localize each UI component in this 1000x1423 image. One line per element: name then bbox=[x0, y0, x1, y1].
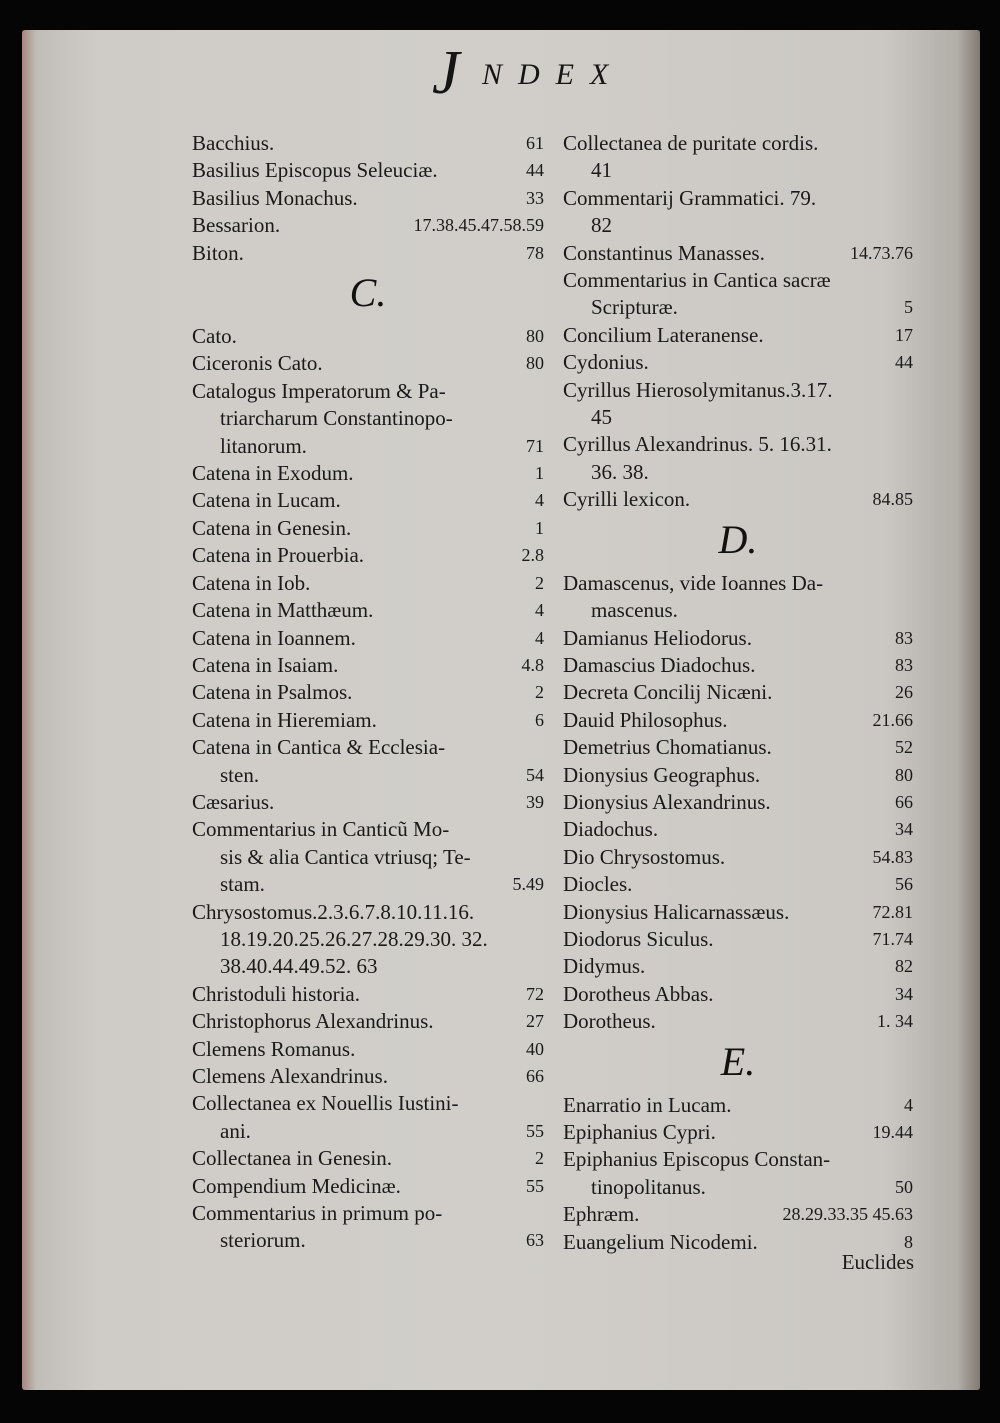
entry-page-number: 4 bbox=[535, 627, 544, 648]
index-entry bbox=[563, 240, 913, 267]
entry-line: 36. 38. bbox=[591, 459, 649, 484]
entry-line: stam. bbox=[220, 872, 265, 897]
entry-title: Dionysius Alexandrinus. bbox=[563, 789, 771, 814]
index-entry bbox=[192, 1200, 544, 1255]
index-entry bbox=[563, 679, 913, 706]
entry-page-number: 4 bbox=[535, 600, 544, 621]
index-entry bbox=[563, 322, 913, 349]
index-entry bbox=[563, 486, 913, 513]
entry-title: Collectanea in Genesin. bbox=[192, 1146, 393, 1171]
section-letter: D. bbox=[718, 516, 758, 562]
index-entry bbox=[192, 981, 544, 1008]
entry-line: Commentarius in Cantica sacræ bbox=[563, 268, 831, 293]
index-entry bbox=[563, 871, 913, 898]
entry-title: Clemens Romanus. bbox=[192, 1036, 356, 1061]
entry-page-number: 61 bbox=[526, 133, 544, 153]
index-entry bbox=[192, 679, 544, 706]
index-entry bbox=[192, 378, 544, 460]
entry-title: Cæsarius. bbox=[192, 789, 275, 814]
entry-line: Cyrillus Hierosolymitanus.3.17. bbox=[563, 377, 833, 402]
page-header bbox=[420, 39, 680, 114]
index-entry bbox=[192, 1173, 544, 1200]
entry-page-number: 55 bbox=[526, 1175, 544, 1196]
entry-page-number: 28.29.33.35 45.63 bbox=[782, 1204, 913, 1225]
entry-page-number: 19.44 bbox=[872, 1122, 913, 1142]
entry-title: Concilium Lateranense. bbox=[563, 322, 764, 347]
entry-page-number: 66 bbox=[526, 1066, 544, 1086]
entry-page-number: 44 bbox=[526, 160, 544, 181]
entry-page-number: 72 bbox=[526, 983, 544, 1004]
entry-title: Damianus Heliodorus. bbox=[563, 625, 752, 650]
entry-line: 41 bbox=[591, 158, 612, 183]
index-entry bbox=[192, 460, 544, 487]
page-left-edge bbox=[22, 30, 36, 1390]
entry-page-number: 80 bbox=[895, 764, 913, 785]
entry-page-number: 14.73.76 bbox=[850, 242, 913, 263]
index-entry bbox=[192, 899, 544, 981]
index-entry bbox=[192, 707, 544, 734]
index-entry bbox=[192, 1145, 544, 1172]
entry-page-number: 27 bbox=[526, 1011, 544, 1032]
catchword: Euclides bbox=[841, 1250, 914, 1274]
entry-line: tinopolitanus. bbox=[591, 1174, 706, 1199]
index-entry bbox=[192, 597, 544, 624]
index-entry bbox=[563, 762, 913, 789]
index-entry bbox=[192, 1036, 544, 1063]
index-entry bbox=[563, 981, 913, 1008]
entry-line: Commentarij Grammatici. 79. bbox=[563, 185, 817, 210]
entry-page-number: 72.81 bbox=[872, 901, 913, 922]
index-entry bbox=[192, 487, 544, 514]
index-entry bbox=[563, 1119, 913, 1146]
entry-title: Biton. bbox=[192, 240, 244, 265]
index-entry bbox=[192, 212, 544, 239]
entry-page-number: 34 bbox=[895, 983, 913, 1004]
entry-line: Cyrillus Alexandrinus. 5. 16.31. bbox=[563, 432, 832, 457]
entry-title: Decreta Concilij Nicæni. bbox=[563, 680, 773, 705]
entry-line: ani. bbox=[220, 1118, 251, 1143]
entry-title: Catena in Psalmos. bbox=[192, 680, 353, 705]
index-column-left bbox=[192, 130, 544, 1255]
entry-line: steriorum. bbox=[220, 1228, 306, 1253]
entry-page-number: 2.8 bbox=[521, 545, 544, 566]
entry-title: Catena in Hieremiam. bbox=[192, 707, 377, 732]
entry-title: Diadochus. bbox=[563, 817, 659, 842]
entry-page-number: 50 bbox=[895, 1176, 913, 1197]
index-entry bbox=[563, 267, 913, 322]
entry-page-number: 56 bbox=[895, 874, 913, 895]
index-entry bbox=[563, 1092, 913, 1119]
entry-title: Cato. bbox=[192, 324, 237, 349]
index-entry bbox=[192, 240, 544, 267]
entry-title: Diocles. bbox=[563, 872, 633, 897]
entry-page-number: 5.49 bbox=[512, 874, 544, 895]
index-entry bbox=[563, 377, 913, 432]
entry-line: 82 bbox=[591, 213, 612, 238]
index-entry bbox=[192, 1090, 544, 1145]
entry-title: Euangelium Nicodemi. bbox=[563, 1229, 758, 1254]
index-entry bbox=[563, 130, 913, 185]
entry-title: Catena in Lucam. bbox=[192, 488, 341, 513]
entry-line: mascenus. bbox=[591, 598, 678, 623]
entry-title: Catena in Matthæum. bbox=[192, 598, 374, 623]
index-entry bbox=[563, 1008, 913, 1035]
entry-title: Catena in Ioannem. bbox=[192, 625, 356, 650]
entry-page-number: 55 bbox=[526, 1120, 544, 1141]
entry-title: Clemens Alexandrinus. bbox=[192, 1064, 388, 1088]
entry-title: Enarratio in Lucam. bbox=[563, 1092, 732, 1117]
entry-line: Chrysostomus.2.3.6.7.8.10.11.16. bbox=[192, 899, 475, 924]
entry-page-number: 4 bbox=[535, 490, 544, 511]
entry-title: Catena in Isaiam. bbox=[192, 652, 339, 677]
entry-title: Cyrilli lexicon. bbox=[563, 487, 691, 512]
entry-page-number: 4 bbox=[904, 1094, 913, 1115]
index-entry bbox=[563, 926, 913, 953]
entry-title: Bessarion. bbox=[192, 213, 281, 238]
index-entry bbox=[563, 1201, 913, 1228]
entry-line: 38.40.44.49.52. 63 bbox=[220, 954, 378, 979]
index-entry bbox=[192, 323, 544, 350]
index-entry bbox=[563, 816, 913, 843]
index-entry bbox=[192, 1008, 544, 1035]
entry-page-number: 17 bbox=[895, 324, 913, 345]
entry-page-number: 6 bbox=[535, 709, 544, 730]
index-entry bbox=[563, 185, 913, 240]
entry-page-number: 82 bbox=[895, 956, 913, 977]
entry-line: 18.19.20.25.26.27.28.29.30. 32. bbox=[220, 926, 488, 951]
entry-title: Constantinus Manasses. bbox=[563, 240, 765, 265]
index-entry bbox=[563, 570, 913, 625]
entry-title: Dionysius Geographus. bbox=[563, 762, 761, 787]
index-entry bbox=[192, 130, 544, 157]
entry-title: Damascius Diadochus. bbox=[563, 652, 756, 677]
index-entry bbox=[192, 1063, 544, 1090]
index-entry bbox=[192, 816, 544, 898]
index-entry bbox=[192, 350, 544, 377]
entry-page-number: 44 bbox=[895, 352, 913, 373]
entry-line: litanorum. bbox=[220, 433, 307, 458]
section-letter: C. bbox=[349, 270, 387, 316]
entry-title: Demetrius Chomatianus. bbox=[563, 735, 772, 760]
entry-title: Catena in Genesin. bbox=[192, 515, 352, 540]
entry-page-number: 83 bbox=[895, 627, 913, 648]
entry-page-number: 1 bbox=[535, 463, 544, 484]
page-right-edge bbox=[958, 30, 980, 1390]
entry-page-number: 4.8 bbox=[521, 654, 544, 675]
entry-line: Damascenus, vide Ioannes Da- bbox=[563, 570, 824, 595]
index-entry bbox=[192, 652, 544, 679]
entry-line: Collectanea ex Nouellis Iustini- bbox=[192, 1091, 459, 1116]
entry-line: Epiphanius Episcopus Constan- bbox=[563, 1147, 831, 1172]
index-entry bbox=[563, 652, 913, 679]
entry-page-number: 17.38.45.47.58.59 bbox=[413, 215, 544, 236]
entry-title: Ciceronis Cato. bbox=[192, 351, 323, 376]
header-initial: J bbox=[432, 39, 460, 107]
index-entry bbox=[563, 625, 913, 652]
entry-title: Cydonius. bbox=[563, 350, 649, 375]
entry-title: Bacchius. bbox=[192, 131, 275, 155]
index-entry bbox=[563, 953, 913, 980]
entry-page-number: 1 bbox=[535, 517, 544, 538]
entry-page-number: 8 bbox=[904, 1231, 913, 1252]
entry-page-number: 21.66 bbox=[872, 709, 913, 730]
entry-page-number: 54 bbox=[526, 764, 544, 785]
entry-page-number: 66 bbox=[895, 791, 913, 812]
entry-title: Dionysius Halicarnassæus. bbox=[563, 899, 790, 924]
entry-title: Catena in Prouerbia. bbox=[192, 543, 365, 568]
entry-title: Epiphanius Cypri. bbox=[563, 1120, 716, 1144]
index-entry bbox=[192, 625, 544, 652]
index-entry bbox=[192, 789, 544, 816]
entry-line: Catena in Cantica & Ecclesia- bbox=[192, 735, 446, 760]
entry-title: Diodorus Siculus. bbox=[563, 926, 714, 951]
entry-title: Ephræm. bbox=[563, 1202, 640, 1227]
entry-line: Catalogus Imperatorum & Pa- bbox=[192, 378, 446, 403]
entry-title: Dauid Philosophus. bbox=[563, 707, 728, 732]
index-entry bbox=[192, 185, 544, 212]
entry-title: Catena in Exodum. bbox=[192, 461, 354, 486]
index-entry bbox=[192, 734, 544, 789]
entry-page-number: 2 bbox=[535, 1148, 544, 1169]
entry-page-number: 34 bbox=[895, 819, 913, 840]
entry-title: Dorotheus Abbas. bbox=[563, 981, 714, 1006]
entry-page-number: 2 bbox=[535, 572, 544, 593]
entry-page-number: 40 bbox=[526, 1038, 544, 1059]
index-column-right bbox=[563, 130, 913, 1256]
entry-page-number: 71.74 bbox=[872, 928, 913, 949]
entry-page-number: 33 bbox=[526, 187, 544, 208]
entry-title: Christoduli historia. bbox=[192, 981, 360, 1006]
entry-line: 45 bbox=[591, 405, 612, 430]
entry-page-number: 26 bbox=[895, 682, 913, 703]
entry-page-number: 80 bbox=[526, 326, 544, 347]
index-entry bbox=[563, 734, 913, 761]
index-entry bbox=[192, 570, 544, 597]
entry-page-number: 78 bbox=[526, 242, 544, 263]
index-entry bbox=[563, 431, 913, 486]
index-entry bbox=[192, 542, 544, 569]
header-rest: NDEX bbox=[482, 58, 625, 91]
entry-line: sis & alia Cantica vtriusq; Te- bbox=[220, 844, 471, 869]
index-entry bbox=[563, 707, 913, 734]
entry-title: Dio Chrysostomus. bbox=[563, 844, 726, 869]
index-entry bbox=[192, 157, 544, 184]
entry-page-number: 84.85 bbox=[872, 489, 913, 510]
entry-page-number: 52 bbox=[895, 737, 913, 758]
index-entry bbox=[563, 789, 913, 816]
entry-line: Scripturæ. bbox=[591, 295, 678, 320]
entry-page-number: 63 bbox=[526, 1230, 544, 1251]
entry-line: sten. bbox=[220, 762, 260, 787]
entry-page-number: 83 bbox=[895, 654, 913, 675]
index-entry bbox=[563, 899, 913, 926]
index-entry bbox=[192, 515, 544, 542]
entry-title: Compendium Medicinæ. bbox=[192, 1173, 401, 1198]
entry-title: Christophorus Alexandrinus. bbox=[192, 1009, 434, 1034]
entry-page-number: 54.83 bbox=[872, 846, 913, 867]
index-entry bbox=[563, 349, 913, 376]
entry-title: Didymus. bbox=[563, 954, 646, 979]
entry-title: Catena in Iob. bbox=[192, 570, 311, 595]
entry-title: Basilius Episcopus Seleuciæ. bbox=[192, 158, 438, 183]
entry-line: Commentarius in Canticũ Mo- bbox=[192, 817, 450, 842]
entry-title: Dorotheus. bbox=[563, 1009, 656, 1034]
entry-title: Basilius Monachus. bbox=[192, 185, 358, 210]
entry-page-number: 39 bbox=[526, 791, 544, 812]
entry-page-number: 1. 34 bbox=[877, 1011, 913, 1032]
entry-line: triarcharum Constantinopo- bbox=[220, 406, 453, 431]
entry-page-number: 71 bbox=[526, 435, 544, 456]
section-letter: E. bbox=[720, 1038, 756, 1084]
entry-line: Commentarius in primum po- bbox=[192, 1201, 443, 1226]
entry-page-number: 2 bbox=[535, 682, 544, 703]
entry-line: Collectanea de puritate cordis. bbox=[563, 131, 819, 155]
index-entry bbox=[563, 844, 913, 871]
entry-page-number: 5 bbox=[904, 297, 913, 318]
entry-page-number: 80 bbox=[526, 353, 544, 374]
index-entry bbox=[563, 1146, 913, 1201]
